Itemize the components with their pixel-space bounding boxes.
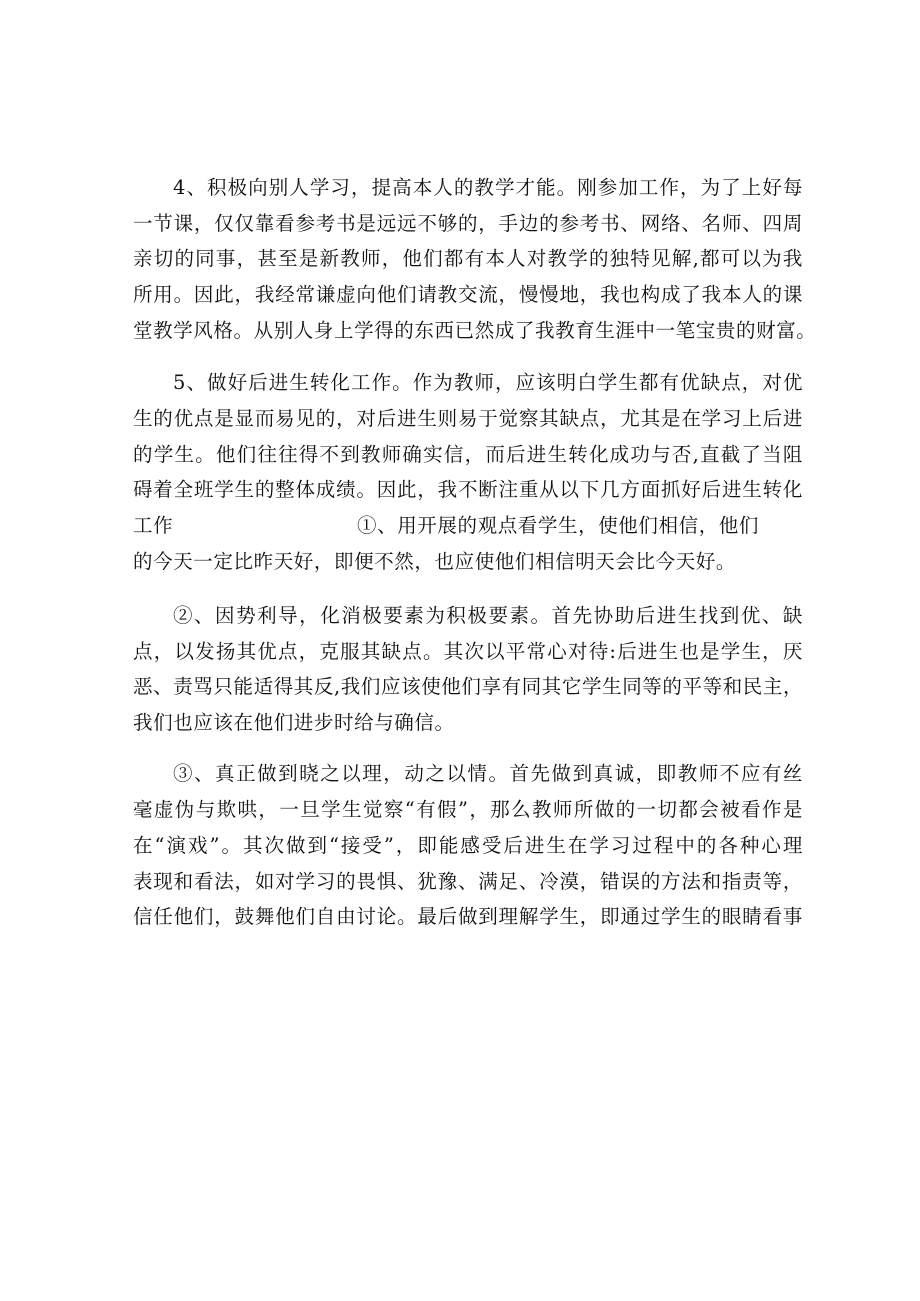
text-line: 的学生。他们往往得不到教师确实信，而后进生转化成功与否,直截了当阻: [133, 443, 803, 466]
split-line-right: ①、用开展的观点看学生，使他们相信，他们: [357, 514, 760, 537]
text-line: 亲切的同事，甚至是新教师，他们都有本人对教学的独特见解,都可以为我: [133, 247, 803, 270]
text-line: 所用。因此，我经常谦虚向他们请教交流，慢慢地，我也构成了我本人的课: [133, 283, 803, 306]
text-line: ③、真正做到晓之以理，动之以情。首先做到真诚，即教师不应有丝: [173, 762, 803, 785]
text-line: 生的优点是显而易见的，对后进生则易于觉察其缺点，尤其是在学习上后进: [133, 407, 803, 430]
text-line: 5、做好后进生转化工作。作为教师，应该明白学生都有优缺点，对优: [173, 371, 803, 394]
text-line: 信任他们，鼓舞他们自由讨论。最后做到理解学生，即通过学生的眼睛看事: [133, 905, 803, 928]
text-line: 的今天一定比昨天好，即便不然，也应使他们相信明天会比今天好。: [133, 550, 737, 573]
text-line: 碍着全班学生的整体成绩。因此，我不断注重从以下几方面抓好后进生转化: [133, 478, 803, 501]
text-line: 恶、责骂只能适得其反,我们应该使他们享有同其它学生同等的平等和民主，: [133, 675, 804, 698]
text-line: ②、因势利导，化消极要素为积极要素。首先协助后进生找到优、缺: [173, 604, 803, 627]
text-line: 一节课，仅仅靠看参考书是远远不够的，手边的参考书、网络、名师、四周: [133, 212, 803, 235]
split-line-left: 工作: [133, 514, 174, 537]
text-line: 4、积极向别人学习，提高本人的教学才能。刚参加工作，为了上好每: [173, 176, 803, 199]
text-line: 在“演戏”。其次做到“接受”，即能感受后进生在学习过程中的各种心理: [133, 834, 803, 857]
text-line: 毫虚伪与欺哄，一旦学生觉察“有假”，那么教师所做的一切都会被看作是: [133, 798, 803, 821]
text-line: 我们也应该在他们进步时给与确信。: [133, 711, 455, 734]
text-line: 点，以发扬其优点，克服其缺点。其次以平常心对待:后进生也是学生，厌: [133, 640, 803, 663]
text-line: 堂教学风格。从别人身上学得的东西已然成了我教育生涯中一笔宝贵的财富。: [133, 319, 817, 342]
text-line: 表现和看法，如对学习的畏惧、犹豫、满足、冷漠，错误的方法和指责等，: [133, 870, 803, 893]
